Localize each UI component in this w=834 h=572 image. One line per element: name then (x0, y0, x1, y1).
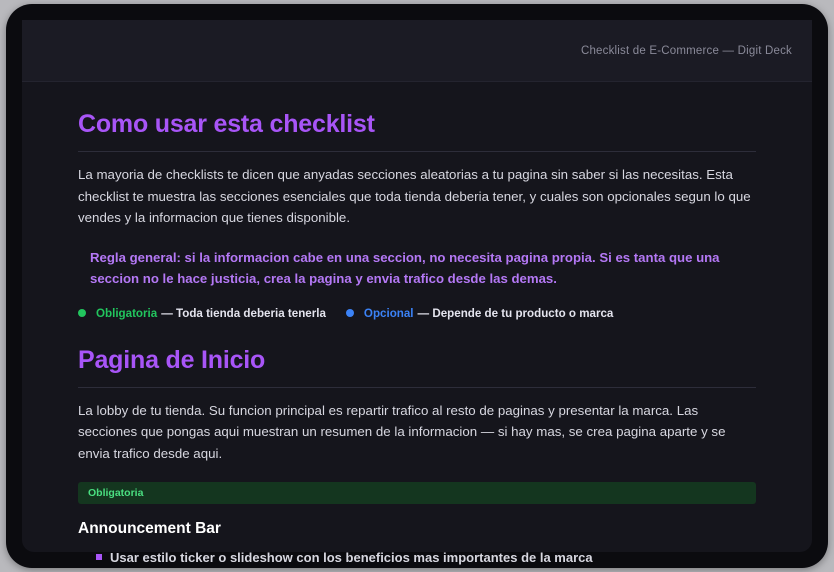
home-page-paragraph: La lobby de tu tienda. Su funcion principal es repartir trafico al resto de paginas y presentar la marca. Las secciones que pongas aqui muestran un resumen de la informacion — si hay mas, se crea pagina aparte y se envia trafico desde aqui. (78, 402, 726, 461)
status-badge: Obligatoria (78, 482, 756, 504)
legend-required-desc: — Toda tienda deberia tenerla (161, 306, 326, 320)
document-content (22, 82, 812, 566)
title-divider (78, 151, 756, 152)
legend-required-label: Obligatoria (96, 306, 158, 320)
section-divider (78, 387, 756, 388)
block-title-announcement-bar: Announcement Bar (78, 520, 221, 538)
list-item: Usar estilo ticker o slideshow con los beneficios mas importantes de la marca (96, 548, 756, 569)
legend-optional-desc: — Depende de tu producto o marca (417, 306, 614, 320)
section-title-home-page: Pagina de Inicio (78, 345, 266, 374)
bullet-list (78, 548, 756, 569)
badge-row (78, 482, 756, 504)
legend (78, 307, 756, 320)
general-rule-callout: Regla general: si la informacion cabe en una seccion, no necesita pagina propia. Si es tanta que una seccion no le hace justicia, crea la pagina y envia trafico desde las demas. (90, 249, 720, 286)
device-frame (6, 4, 828, 568)
intro-paragraph: La mayoria de checklists te dicen que anyadas secciones aleatorias a tu pagina sin saber si las necesitas. Esta checklist te muestra las secciones esenciales que toda tienda deberia tener, y cuales son opcionales segun lo que vendes y la informacion que tienes disponible. (78, 167, 751, 226)
optional-dot-icon (346, 309, 354, 317)
top-bar (22, 20, 812, 82)
legend-optional-label: Opcional (363, 306, 414, 320)
document-title: Checklist de E-Commerce — Digit Deck (580, 44, 792, 57)
required-dot-icon (78, 309, 86, 317)
screen (22, 20, 812, 566)
page-title: Como usar esta checklist (78, 110, 375, 138)
